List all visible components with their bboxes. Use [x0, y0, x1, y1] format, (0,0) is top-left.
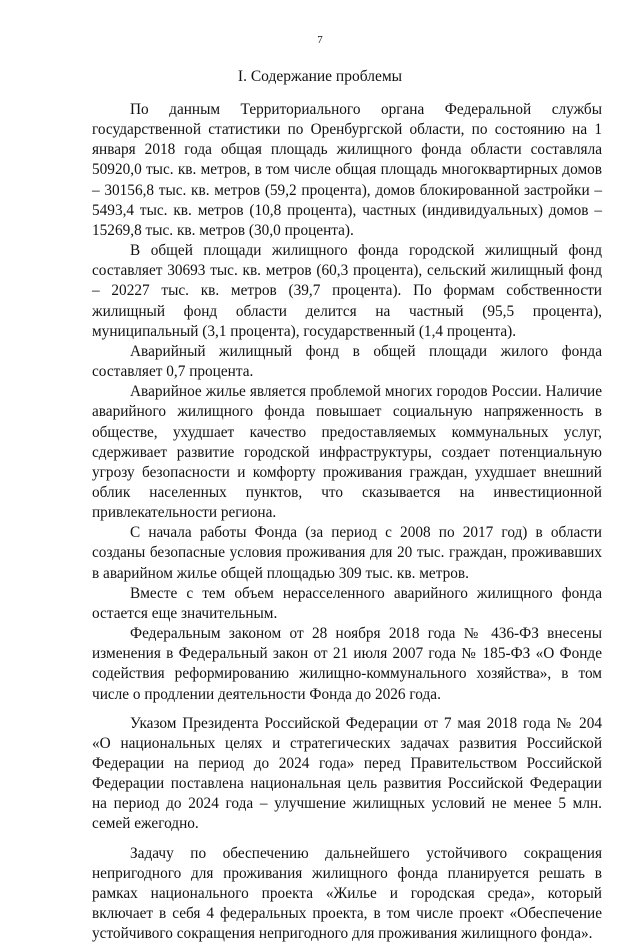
- section-heading: I. Содержание проблемы: [237, 68, 403, 85]
- paragraph-national-project: Задачу по обеспечению дальнейшего устойчивого сокращения непригодного для проживания жилищного фонда планируется решать в рамках национального проекта «Жилье и городская среда», который включает в себя 4 федеральных проекта, в том числе проект «Обеспечение устойчивого сокращения непригодного для проживания жилищного фонда».: [92, 844, 602, 943]
- paragraph-fund-results: С начала работы Фонда (за период с 2008 по 2017 год) в области созданы безопасные условия проживания для 20 тыс. граждан, проживавших в аварийном жилье общей площадью 309 тыс. кв. метров.: [92, 524, 602, 582]
- paragraph-emergency-share: Аварийный жилищный фонд в общей площади жилого фонда составляет 0,7 процента.: [92, 342, 602, 381]
- paragraph-housing-stock-overview: По данным Территориального органа Федеральной службы государственной статистики по Оренбургской области, по состоянию на 1 января 2018 года общая площадь жилищного фонда области составляла 50920,0 тыс. кв. метров, в том числе общая площадь многоквартирных домов – 30156,8 тыс. кв. метров (59,2 процента), домов блокированной застройки – 5493,4 тыс. кв. метров (10,8 процента), частных (индивидуальных) домов – 15269,8 тыс. кв. метров (30,0 процента).: [92, 101, 602, 239]
- paragraph-urban-rural-ownership: В общей площади жилищного фонда городской жилищный фонд составляет 30693 тыс. кв. метров (60,3 процента), сельский жилищный фонд – 20227 тыс. кв. метров (39,7 процента). По формам собственности жилищный фонд области делится на частный (95,5 процента), муниципальный (3,1 процента), государственный (1,4 процента).: [92, 242, 602, 340]
- document-body: [92, 100, 602, 944]
- paragraph-emergency-problem: Аварийное жилье является проблемой многих городов России. Наличие аварийного жилищного фонда повышает социальную напряженность в обществе, ухудшает качество предоставляемых коммунальных услуг, сдерживает развитие городской инфраструктуры, создает потенциальную угрозу безопасности и комфорту проживания граждан, ухудшает внешний облик населенных пунктов, что сказывается на инвестиционной привлекательности региона.: [92, 383, 602, 522]
- paragraph-presidential-decree: Указом Президента Российской Федерации от 7 мая 2018 года № 204 «О национальных целях и стратегических задачах развития Российской Федерации на период до 2024 года» перед Правительством Российской Федерации поставлена национальная цель развития Российской Федерации на период до 2024 года – улучшение жилищных условий не менее 5 млн. семей ежегодно.: [92, 714, 602, 833]
- page-number: 7: [317, 34, 323, 46]
- paragraph-federal-law: Федеральным законом от 28 ноября 2018 года № 436-ФЗ внесены изменения в Федеральный закон от 21 июля 2007 года № 185-ФЗ «О Фонде содействия реформированию жилищно-коммунального хозяйства», в том числе о продлении деятельности Фонда до 2026 года.: [92, 625, 602, 703]
- paragraph-remaining-volume: Вместе с тем объем нерасселенного аварийного жилищного фонда остается еще значительным.: [92, 584, 602, 622]
